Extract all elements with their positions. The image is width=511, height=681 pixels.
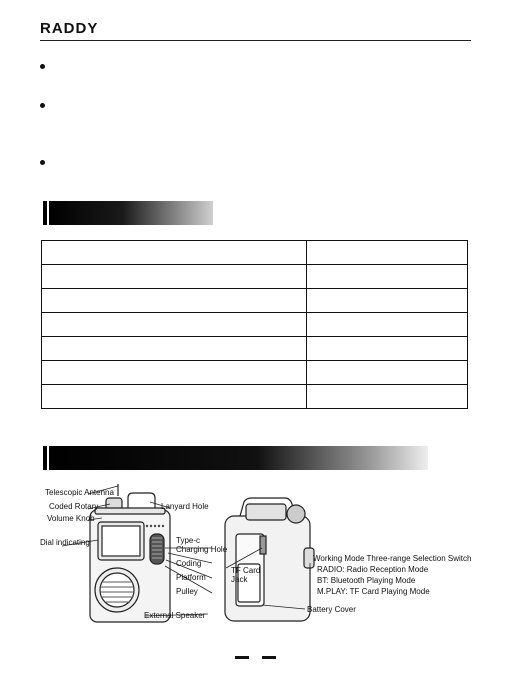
spec-table: [41, 240, 468, 409]
bullet-1: [40, 64, 45, 69]
section-accent: [43, 201, 47, 225]
section-fill: [49, 201, 213, 225]
table-row: [42, 385, 468, 409]
section-fill: [49, 446, 428, 470]
label-battery-cover: Battery Cover: [307, 605, 356, 614]
label-platform: Platform: [176, 573, 206, 582]
table-cell: [307, 313, 468, 337]
table-cell: [42, 385, 307, 409]
table-cell: [307, 241, 468, 265]
tf-slot: [260, 536, 266, 554]
label-mode-radio: RADIO: Radio Reception Mode: [317, 565, 429, 574]
section-bar-product-diagram: [43, 446, 428, 470]
table-cell: [42, 313, 307, 337]
table-cell: [307, 289, 468, 313]
label-external-speaker: External Speaker: [144, 611, 206, 620]
page-mark-left: [235, 656, 249, 659]
label-tf-jack: Jack: [231, 575, 248, 584]
table-cell: [307, 361, 468, 385]
label-telescopic-antenna: Telescopic Antenna: [45, 488, 114, 497]
table-row: [42, 289, 468, 313]
label-working-mode: Working Mode Three-range Selection Switch: [313, 554, 472, 563]
table-cell: [307, 265, 468, 289]
table-row: [42, 313, 468, 337]
table-row: [42, 361, 468, 385]
label-charging-hole: Charging Hole: [176, 545, 228, 554]
section-bar-specifications: [43, 201, 213, 225]
label-lanyard-hole: Lanyard Hole: [161, 502, 209, 511]
table-cell: [307, 385, 468, 409]
header-rule: [40, 40, 471, 41]
back-top-block: [246, 504, 286, 520]
label-pulley: Pulley: [176, 587, 198, 596]
display-inner: [102, 526, 140, 556]
top-plate: [95, 508, 165, 514]
table-cell: [42, 361, 307, 385]
table-cell: [42, 337, 307, 361]
table-row: [42, 337, 468, 361]
tuning-wheel: [150, 534, 164, 564]
table-cell: [42, 289, 307, 313]
page-mark-right: [262, 656, 276, 659]
table-row: [42, 265, 468, 289]
bullet-2: [40, 103, 45, 108]
table-row: [42, 241, 468, 265]
table-cell: [42, 265, 307, 289]
back-radio: [225, 498, 314, 621]
table-cell: [42, 241, 307, 265]
label-coding: Coding: [176, 559, 202, 568]
label-mode-mplay: M.PLAY: TF Card Playing Mode: [317, 587, 430, 596]
brand-logo: RADDY: [40, 20, 99, 37]
label-volume-knob: Volume Knob: [47, 514, 95, 523]
label-mode-bt: BT: Bluetooth Playing Mode: [317, 576, 416, 585]
label-dial-indicating: Dial indicating: [40, 538, 90, 547]
label-type-c: Type-c: [176, 536, 201, 545]
label-coded-rotary: Coded Rotary: [49, 502, 99, 511]
bullet-3: [40, 160, 45, 165]
label-tf-card: TF Card: [231, 566, 261, 575]
table-cell: [307, 337, 468, 361]
back-knob: [287, 505, 305, 523]
section-accent: [43, 446, 47, 470]
